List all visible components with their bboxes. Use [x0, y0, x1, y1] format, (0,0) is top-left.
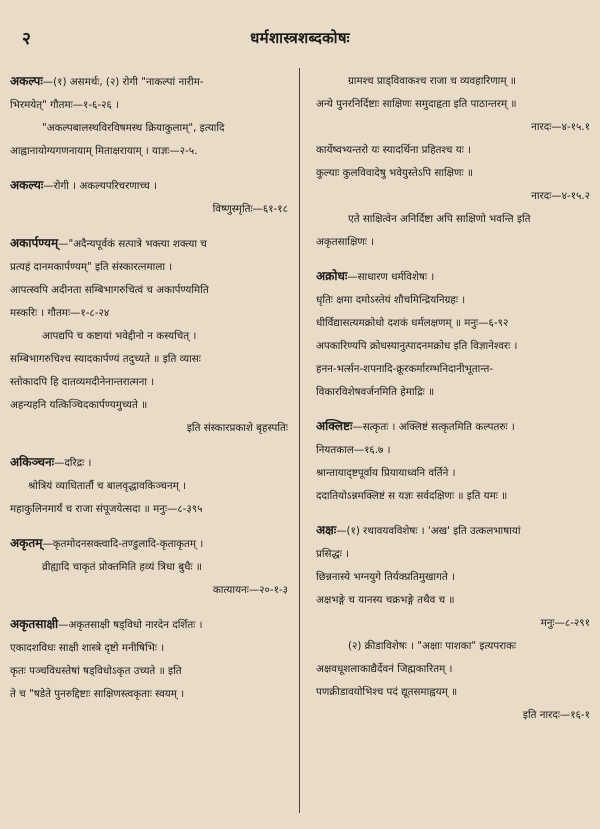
- entry-line: [316, 658, 590, 681]
- dictionary-entry: [10, 532, 288, 602]
- entry-line: [316, 519, 590, 543]
- dictionary-entry: [316, 265, 590, 404]
- citation-line: [10, 417, 288, 440]
- entry-text: नारदः—४-१५.१: [531, 121, 590, 133]
- entry-line: [316, 208, 590, 231]
- entry-line: [10, 94, 288, 117]
- citation-line: [316, 185, 590, 208]
- entry-line: [10, 613, 288, 637]
- entry-line: [316, 415, 590, 439]
- entry-text: नारदः—४-१५.२: [531, 190, 590, 202]
- entry-text: —रोगी । अकल्यपरिचरणाच्च ।: [43, 180, 157, 192]
- entry-text: ददातियोऽन्नमक्लिष्टं स यज्ञः सर्वदक्षिणः ॥ इति यमः ॥: [316, 490, 508, 502]
- entry-text: पणक्रीडावयोभिश्च पदं द्यूतसमाह्वयम् ॥: [316, 686, 458, 698]
- entry-text: अहन्यहनि यत्किञ्चिदकार्पण्यमुच्यते ॥: [10, 399, 148, 411]
- entry-line: [316, 139, 590, 162]
- headword: अकल्पः: [10, 74, 43, 88]
- entry-text: मस्करिः । गौतमः—१-८-२४: [10, 307, 110, 319]
- citation-line: [316, 704, 590, 727]
- left-column: [10, 70, 288, 717]
- entry-line: [10, 556, 288, 579]
- entry-line: [316, 312, 590, 335]
- citation-line: [10, 579, 288, 602]
- entry-line: [10, 256, 288, 279]
- dictionary-entry: [316, 415, 590, 508]
- citation-line: [10, 198, 288, 221]
- entry-text: ते च "षडेते पुनरुद्दिष्टाः साक्षिणस्त्वकृताः स्वयम् ।: [10, 688, 185, 700]
- entry-text: —दरिद्रः ।: [54, 457, 92, 469]
- entry-line: [10, 325, 288, 348]
- entry-line: [10, 117, 288, 140]
- entry-text: श्रान्तायाद्ष्टपूर्वाय प्रियायाध्वनि वर्तिने ।: [316, 467, 456, 479]
- entry-text: आपद्यपि च कष्टायां भवेद्दीनो न कस्यचित् ।: [42, 330, 197, 342]
- entry-text: कार्येष्वभ्यन्तरो यः स्यादर्थिना प्रहितश्च यः ।: [316, 144, 471, 156]
- entry-text: धीर्विद्यासत्यमक्रोधो दशकं धर्मलक्षणम् ॥ मनुः—६-९२: [316, 317, 509, 329]
- entry-line: [10, 683, 288, 706]
- entry-text: आपत्स्वपि अदीनता सम्बिभागरुचित्वं च अकार्पण्यमिति: [10, 284, 209, 296]
- entry-text: —(१) असमर्थः, (२) रोगी "नाकल्पां नारीम-: [42, 76, 204, 88]
- entry-line: [10, 532, 288, 556]
- entry-line: [10, 232, 288, 256]
- entry-line: [10, 371, 288, 394]
- entry-text: अक्षवधूशलाकाद्यैर्देवनं जिह्मकारितम् ।: [316, 663, 453, 675]
- entry-text: महाकुलिनमार्यं च राजा संपूजयेत्सदा ॥ मनुः—८-३९५: [10, 503, 203, 515]
- entry-text: —(१) रथावयवविशेषः । 'अख' इति उत्कलभाषायां: [336, 525, 521, 537]
- entry-line: [10, 348, 288, 371]
- entry-text: कात्यायनः—२०-१-३: [212, 584, 288, 596]
- entry-text: हनन-भर्त्सन-शपनादि-क्रूरकर्मारम्भनिदानीभूतान्त-: [316, 363, 494, 375]
- entry-text: भिरमयेत्" गौतमः—१-६-२६ ।: [10, 99, 120, 111]
- entry-line: [10, 475, 288, 498]
- entry-line: [316, 543, 590, 566]
- entry-text: व्रीह्यादि चाकृतं प्रोक्तमिति हव्यं त्रिधा बुधैः ॥: [42, 561, 202, 573]
- entry-text: प्रत्यहं दानमकार्पण्यम्" इति संस्कारत्नमाला ।: [10, 261, 173, 273]
- entry-line: [316, 566, 590, 589]
- entry-line: [316, 335, 590, 358]
- entry-line: [10, 174, 288, 198]
- entry-text: छिन्ननास्ये भग्नयुगे तिर्यक्प्रतिमुखागते ।: [316, 571, 455, 583]
- headword: अक्षः: [316, 523, 337, 537]
- entry-text: अपकारिण्यपि क्रोधस्यानुत्पादनमक्रोध इति विज्ञानेश्वरः ।: [316, 340, 518, 352]
- page-number: २: [22, 29, 31, 49]
- entry-line: [316, 70, 590, 93]
- entry-line: [316, 485, 590, 508]
- entry-line: [10, 302, 288, 325]
- entry-text: नियतकाल—१६.७ ।: [316, 444, 391, 456]
- headword: अकृतम्: [10, 536, 43, 550]
- dictionary-entry: [10, 70, 288, 163]
- entry-text: —साधारण धर्मविशेषः ।: [347, 271, 435, 283]
- entry-text: कुल्याः कुलविवादेषु भवेयुस्तेऽपि साक्षिणः ॥: [316, 167, 474, 179]
- entry-text: कृतः पञ्चविधस्तेषां षड्विधोऽकृत उच्यते ॥ इति: [10, 665, 182, 677]
- entry-line: [10, 70, 288, 94]
- dictionary-entry: [316, 70, 590, 254]
- entry-text: —अकृतसाक्षी षड्विधो नारदेन दर्शितः ।: [58, 619, 203, 631]
- running-title: धर्मशास्त्रशब्दकोषः: [250, 29, 350, 47]
- entry-text: स्तोकादपि हि दातव्यमदीनेनान्तरात्मना ।: [10, 376, 155, 388]
- dictionary-entry: [10, 174, 288, 221]
- entry-line: [10, 279, 288, 302]
- entry-text: ग्रामश्च प्राड्विवाकश्च राजा च व्यवहारिणाम् ॥: [348, 75, 516, 87]
- headword: अकल्यः: [10, 178, 44, 192]
- headword: अकिञ्चनः: [10, 455, 55, 469]
- entry-text: अक्षभङ्गे च यानस्य चक्रभङ्गे तथैव च ॥: [316, 594, 455, 606]
- entry-line: [316, 162, 590, 185]
- entry-line: [10, 660, 288, 683]
- entry-line: [316, 635, 590, 658]
- entry-text: आह्वानायोग्यगणनायाम् मिताक्षरायाम् । याज्ञः—२-५.: [10, 145, 198, 157]
- entry-line: [10, 140, 288, 163]
- entry-text: "अकल्पबालस्थविरविषमस्थ क्रियाकुलाम्", इत्यादि: [42, 122, 225, 134]
- entry-text: —"अदैन्यपूर्वकं सत्पात्रे भक्त्या शक्त्या च: [58, 238, 207, 250]
- citation-line: [316, 116, 590, 139]
- entry-line: [316, 462, 590, 485]
- entry-text: अकृतसाक्षिणः ।: [316, 236, 375, 248]
- headword: अकार्पण्यम्: [10, 236, 59, 250]
- right-column: [316, 70, 590, 738]
- entry-text: विकारविशेषवर्जनमिति हेमाद्रिः ॥: [316, 386, 435, 398]
- headword: अकृतसाक्षी: [10, 617, 59, 631]
- entry-line: [10, 498, 288, 521]
- citation-line: [316, 612, 590, 635]
- entry-text: अन्ये पुनरनिर्दिष्टाः साक्षिणः समुदाहृता इति पाठान्तरम् ॥: [316, 98, 517, 110]
- entry-text: प्रसिद्धः ।: [316, 548, 349, 560]
- entry-text: सम्बिभागरुचिश्च स्यादकार्पण्यं तदुच्यते ॥ इति व्यासः: [10, 353, 201, 365]
- dictionary-entry: [10, 613, 288, 706]
- entry-line: [316, 93, 590, 116]
- headword: अक्रोधः: [316, 269, 348, 283]
- dictionary-entry: [10, 451, 288, 521]
- entry-line: [316, 381, 590, 404]
- headword: अक्लिष्टः: [316, 419, 353, 433]
- page-header: [0, 22, 600, 50]
- entry-text: धृतिः क्षमा दमोऽस्तेयं शौचमिन्द्रियनिग्रहः ।: [316, 294, 466, 306]
- entry-text: (२) क्रीडाविशेषः । "अक्षाः पाशका" इत्यपराकः: [348, 640, 517, 652]
- entry-text: एकादशविधः साक्षी शास्त्रे दृष्टो मनीषिभिः ।: [10, 642, 165, 654]
- entry-line: [316, 358, 590, 381]
- entry-text: मनुः—८-२९१: [540, 617, 590, 629]
- entry-text: विष्णुस्मृतिः—६१-१८: [212, 203, 288, 215]
- entry-line: [316, 289, 590, 312]
- dictionary-entry: [10, 232, 288, 440]
- entry-text: एते साक्षित्वेन अनिर्दिष्टा अपि साक्षिणो भवन्ति इति: [348, 213, 531, 225]
- entry-line: [316, 439, 590, 462]
- entry-line: [10, 394, 288, 417]
- entry-line: [316, 265, 590, 289]
- entry-text: —सत्कृतः । अक्लिष्टं सत्कृतमिति कल्पतरुः ।: [352, 421, 515, 433]
- dictionary-entry: [316, 519, 590, 727]
- entry-line: [316, 589, 590, 612]
- entry-line: [316, 681, 590, 704]
- entry-text: —कृतमोदनसक्त्वादि-तण्डुलादि-कृताकृतम् ।: [42, 538, 204, 550]
- entry-line: [316, 231, 590, 254]
- entry-line: [10, 637, 288, 660]
- entry-line: [10, 451, 288, 475]
- entry-text: इति संस्कारप्रकाशे बृहस्पतिः: [186, 422, 288, 434]
- column-divider: [299, 68, 300, 813]
- entry-text: इति नारदः—१६-१: [522, 709, 590, 721]
- entry-text: श्रोत्रियं व्याधितार्तौ च बालवृद्धावकिञ्चनम् ।: [28, 480, 186, 492]
